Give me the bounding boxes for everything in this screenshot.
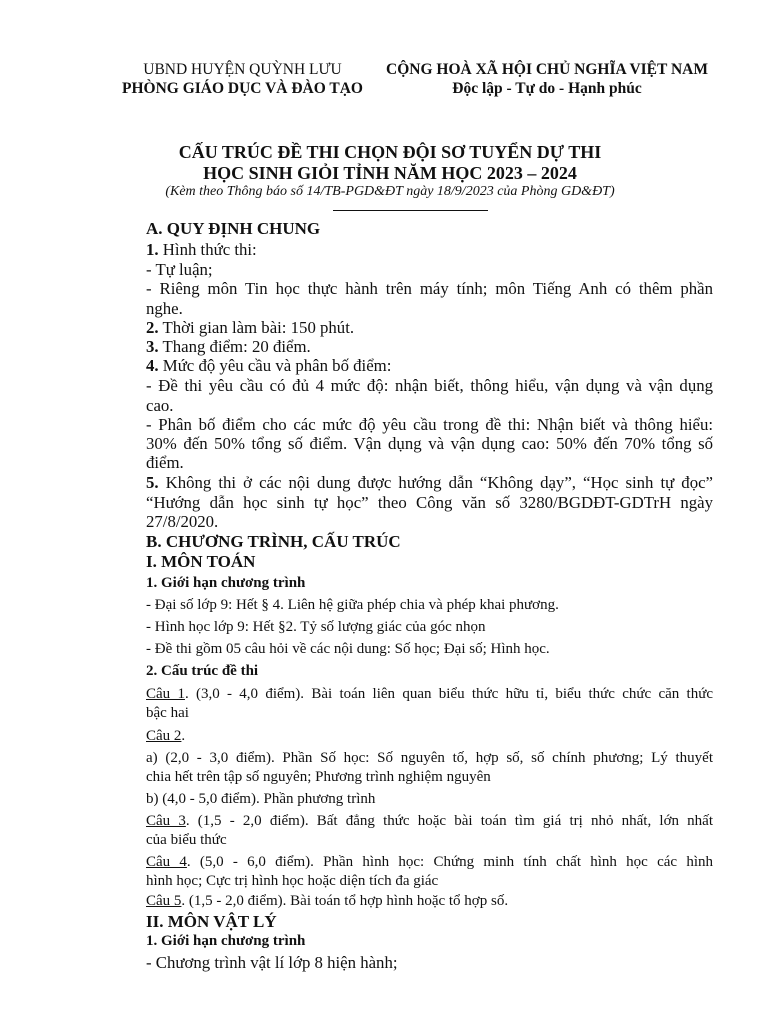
question-4-text: . (5,0 - 6,0 điểm). Phần hình học: Chứng minh tính chất hình học các hình — [186, 854, 713, 870]
question-4-line1 — [146, 854, 713, 871]
question-3-line2: của biểu thức — [146, 832, 227, 848]
question-2a-line1: a) (2,0 - 3,0 điểm). Phần Số học: Số nguyên tố, hợp số, số chính phương; Lý thuyết — [146, 750, 713, 766]
physics-limit-1: - Chương trình vật lí lớp 8 hiện hành; — [146, 953, 398, 972]
motto: Độc lập - Tự do - Hạnh phúc — [452, 80, 642, 97]
item-1-number: 1. — [146, 240, 159, 259]
physics-limit-heading: 1. Giới hạn chương trình — [146, 933, 306, 949]
math-limit-2: - Hình học lớp 9: Hết §2. Tỷ số lượng giác của góc nhọn — [146, 619, 486, 635]
question-5-label: Câu 5 — [146, 893, 182, 909]
question-1-label: Câu 1 — [146, 686, 185, 702]
item-4-b-line2: 30% đến 50% tổng số điểm. Vận dụng và vận dụng cao: 50% đến 70% tổng số — [146, 434, 713, 453]
doc-reference-note: (Kèm theo Thông báo số 14/TB-PGD&ĐT ngày 18/9/2023 của Phòng GD&ĐT) — [165, 184, 615, 199]
question-5-text: . (1,5 - 2,0 điểm). Bài toán tổ hợp hình hoặc tổ hợp số. — [181, 893, 509, 909]
item-2-text: Thời gian làm bài: 150 phút. — [158, 318, 355, 337]
item-3 — [146, 337, 713, 357]
item-1-a: - Tự luận; — [146, 260, 213, 279]
question-5 — [146, 893, 713, 910]
country-name: CỘNG HOÀ XÃ HỘI CHỦ NGHĨA VIỆT NAM — [386, 61, 708, 78]
question-3-text: . (1,5 - 2,0 điểm). Bất đẳng thức hoặc bài toán tìm giá trị nhỏ nhất, lớn nhất — [185, 813, 714, 829]
question-2a-line2: chia hết trên tập số nguyên; Phương trình nghiệm nguyên — [146, 769, 491, 785]
item-5-line1 — [146, 473, 713, 493]
item-5-number: 5. — [146, 473, 159, 492]
item-5-line2: “Hướng dẫn học sinh tự học” theo Công văn số 3280/BGDĐT-GDTrH ngày — [146, 493, 713, 512]
item-5-line3: 27/8/2020. — [146, 512, 219, 531]
doc-title-line1: CẤU TRÚC ĐỀ THI CHỌN ĐỘI SƠ TUYỂN DỰ THI — [178, 142, 602, 162]
item-4-b-line1: - Phân bố điểm cho các mức độ yêu cầu trong đề thi: Nhận biết và thông hiểu: — [146, 415, 713, 434]
agency-header — [100, 60, 385, 98]
item-1-text: Hình thức thi: — [158, 240, 257, 259]
math-limit-heading: 1. Giới hạn chương trình — [146, 575, 306, 591]
doc-title-line2: HỌC SINH GIỎI TỈNH NĂM HỌC 2023 – 2024 — [203, 163, 577, 183]
question-1-line1 — [146, 686, 713, 703]
math-structure-heading: 2. Cấu trúc đề thi — [146, 663, 259, 679]
section-b-heading: B. CHƯƠNG TRÌNH, CẤU TRÚC — [146, 532, 401, 551]
item-4-number: 4. — [146, 356, 159, 375]
question-2-dot: . — [181, 728, 186, 744]
question-2-label: Câu 2 — [146, 728, 182, 744]
item-5-text: Không thi ở các nội dung được hướng dẫn “Không dạy”, “Học sinh tự đọc” — [158, 473, 713, 492]
title-divider — [333, 210, 488, 211]
item-3-text: Thang điểm: 20 điểm. — [158, 337, 311, 356]
question-2b: b) (4,0 - 5,0 điểm). Phần phương trình — [146, 791, 376, 807]
item-2-number: 2. — [146, 318, 159, 337]
question-1-text: . (3,0 - 4,0 điểm). Bài toán liên quan biểu thức hữu tỉ, biểu thức chức căn thức — [184, 686, 713, 702]
question-3-label: Câu 3 — [146, 813, 186, 829]
item-4-a-line1: - Đề thi yêu cầu có đủ 4 mức độ: nhận biết, thông hiểu, vận dụng và vận dụng — [146, 376, 713, 395]
department-name: PHÒNG GIÁO DỤC VÀ ĐÀO TẠO — [122, 80, 363, 97]
item-3-number: 3. — [146, 337, 159, 356]
item-4-a-line2: cao. — [146, 396, 174, 415]
item-1 — [146, 240, 713, 260]
item-4-b-line3: điểm. — [146, 453, 184, 472]
agency-name: UBND HUYỆN QUỲNH LƯU — [143, 61, 342, 78]
math-heading: I. MÔN TOÁN — [146, 552, 256, 571]
question-1-line2: bậc hai — [146, 705, 189, 721]
item-2 — [146, 318, 713, 338]
question-3-line1 — [146, 813, 713, 830]
math-limit-3: - Đề thi gồm 05 câu hỏi về các nội dung: Số học; Đại số; Hình học. — [146, 641, 550, 657]
item-1-b-line1: - Riêng môn Tin học thực hành trên máy tính; môn Tiếng Anh có thêm phần — [146, 279, 713, 298]
item-4-text: Mức độ yêu cầu và phân bố điểm: — [158, 356, 392, 375]
section-a-heading: A. QUY ĐỊNH CHUNG — [146, 219, 321, 238]
question-4-line2: hình học; Cực trị hình học hoặc diện tích đa giác — [146, 873, 439, 889]
item-4 — [146, 356, 713, 376]
question-2 — [146, 728, 713, 745]
question-4-label: Câu 4 — [146, 854, 187, 870]
physics-heading: II. MÔN VẬT LÝ — [146, 912, 277, 931]
math-limit-1: - Đại số lớp 9: Hết § 4. Liên hệ giữa phép chia và phép khai phương. — [146, 597, 559, 613]
item-1-b-line2: nghe. — [146, 299, 183, 318]
national-motto — [372, 60, 722, 98]
